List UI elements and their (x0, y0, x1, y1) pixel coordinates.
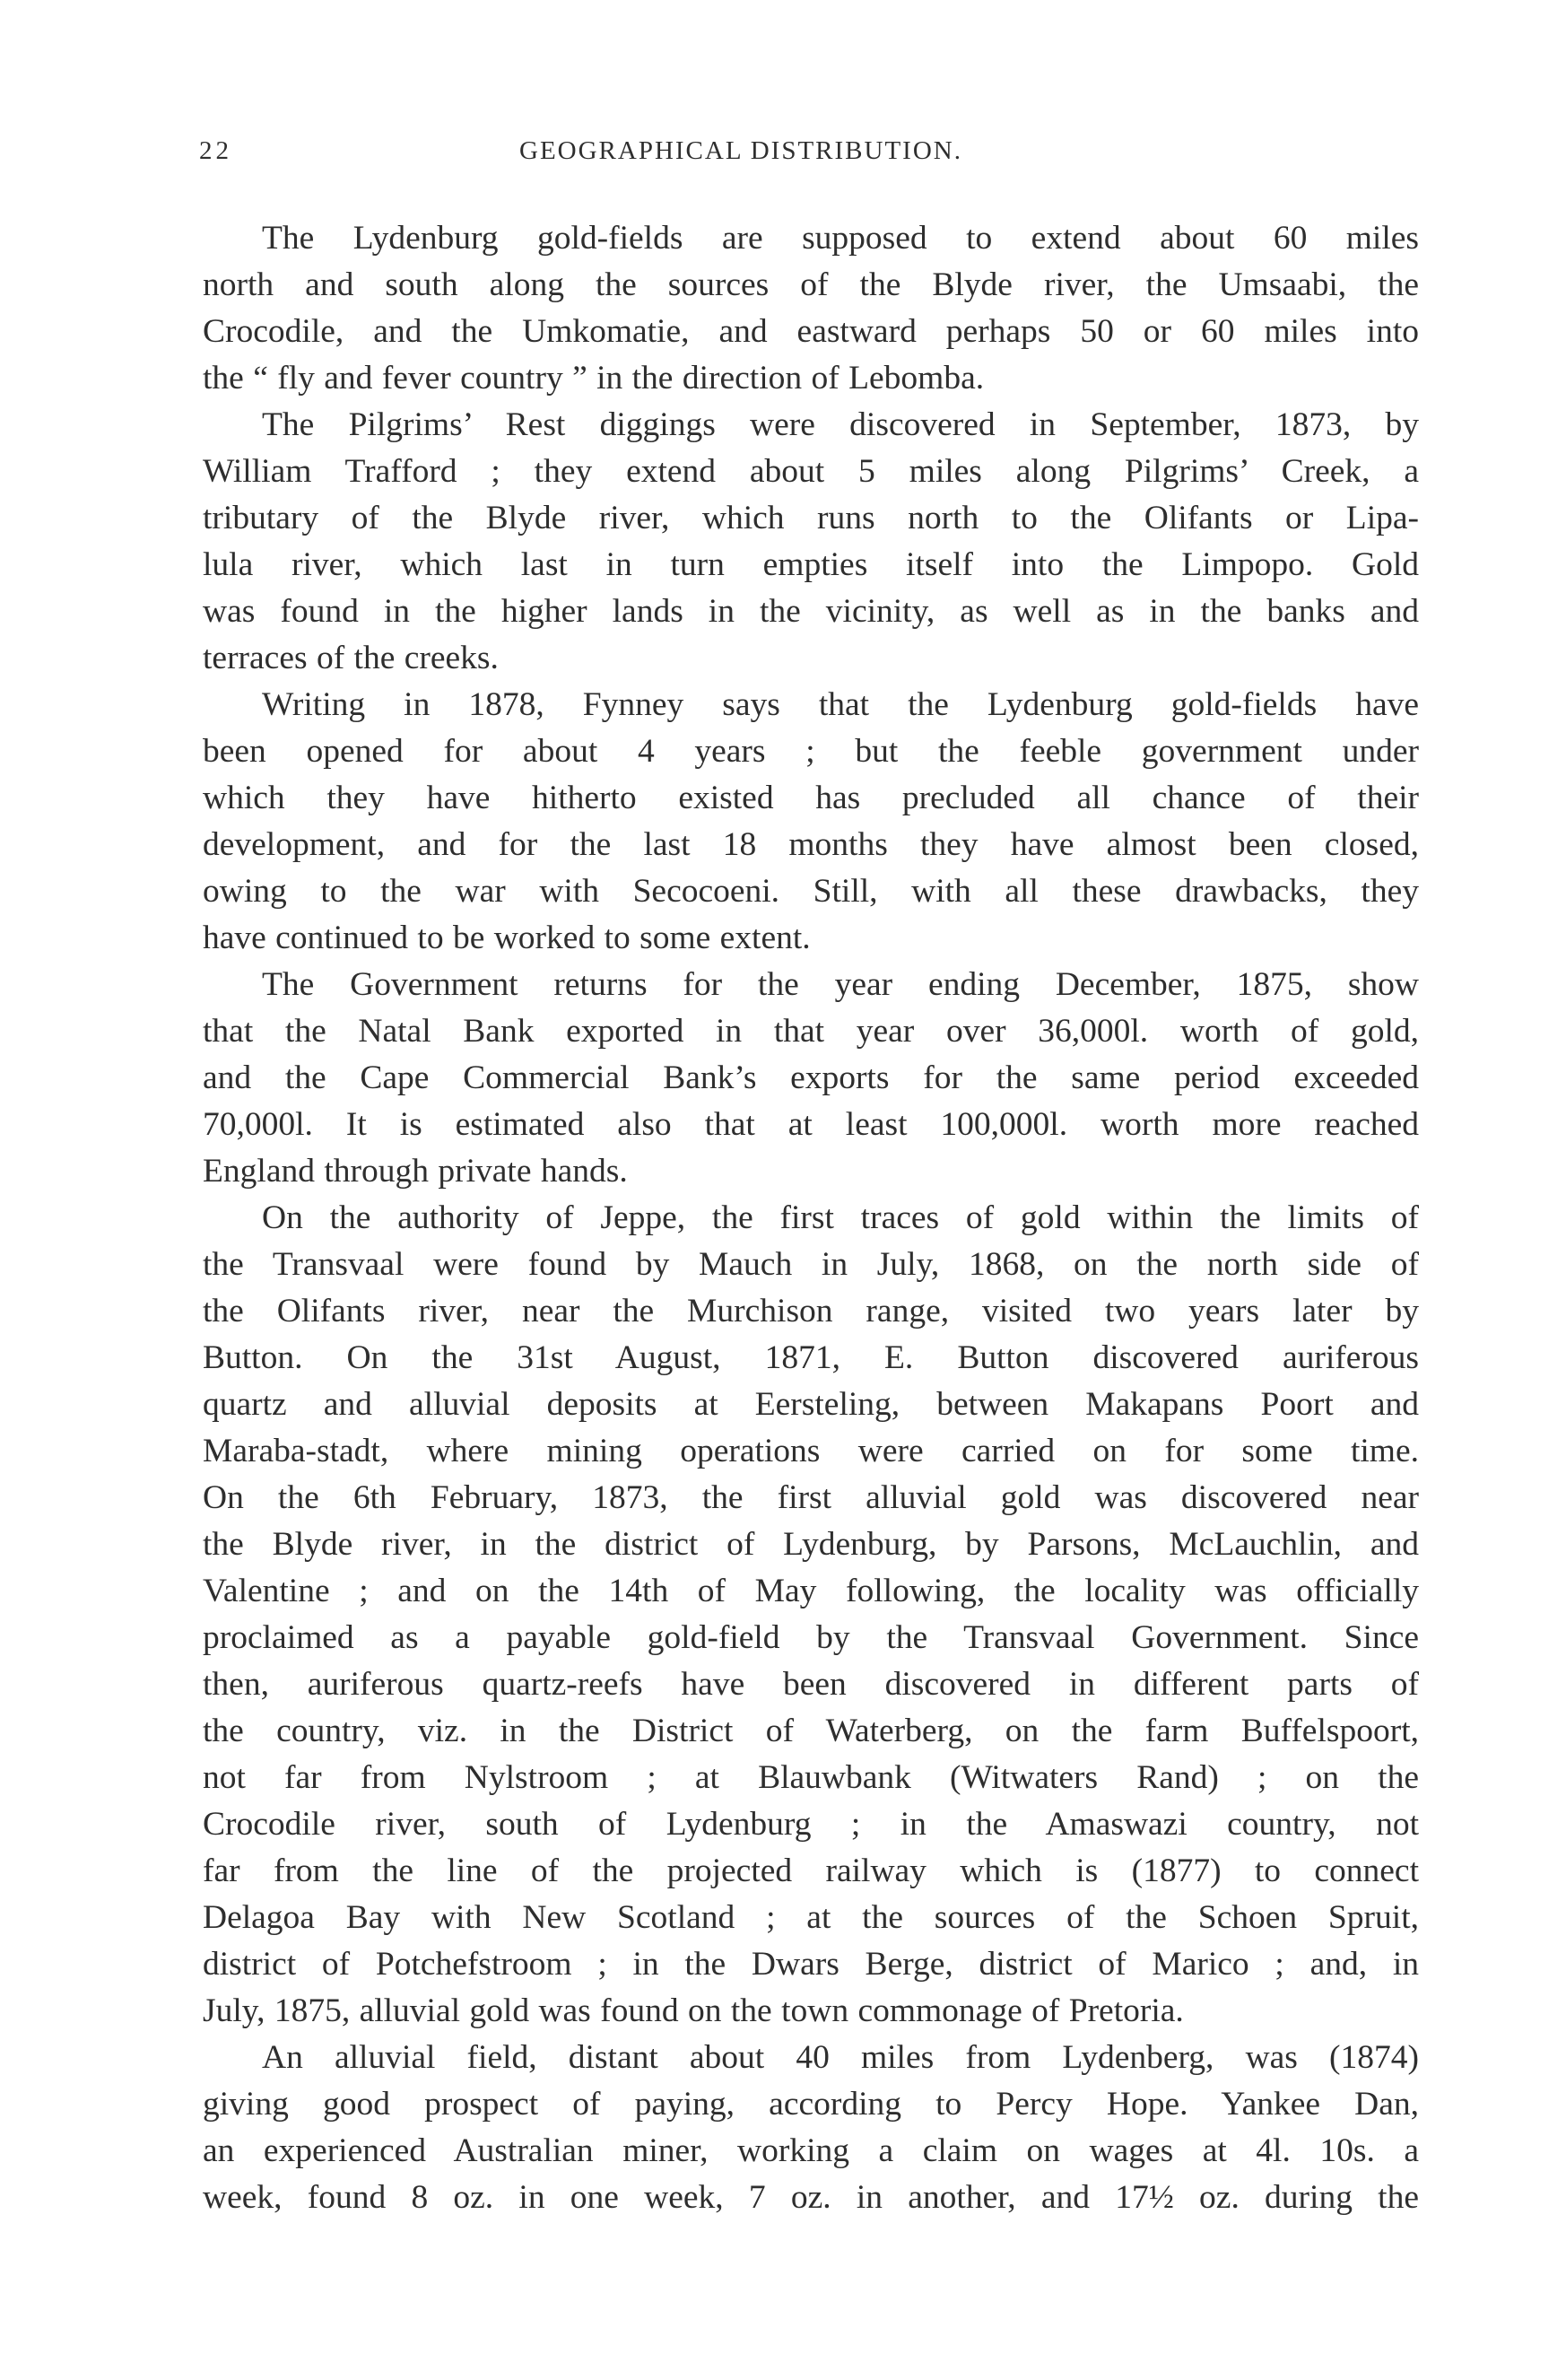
text-line: The Lydenburg gold-fields are supposed to extend about 60 miles (262, 220, 1419, 257)
running-title: GEOGRAPHICAL DISTRIBUTION. (519, 136, 962, 165)
text-line: was found in the higher lands in the vicinity, as well as in the banks and (203, 593, 1419, 630)
text-line: 70,000l. It is estimated also that at least 100,000l. worth more reached (203, 1106, 1419, 1143)
text-line: On the 6th February, 1873, the first alluvial gold was discovered near (203, 1479, 1419, 1516)
text-line: that the Natal Bank exported in that year over 36,000l. worth of gold, (203, 1013, 1419, 1050)
text-line: Valentine ; and on the 14th of May following, the locality was officially (203, 1573, 1419, 1609)
text-line: Crocodile river, south of Lydenburg ; in the Amaswazi country, not (203, 1806, 1419, 1843)
text-line: terraces of the creeks. (203, 640, 499, 676)
text-line: On the authority of Jeppe, the first traces of gold within the limits of (262, 1199, 1419, 1236)
text-line: which they have hitherto existed has precluded all chance of their (203, 780, 1419, 816)
text-line: quartz and alluvial deposits at Eersteling, between Makapans Poort and (203, 1386, 1419, 1423)
paragraph-6 (203, 2035, 1419, 2221)
text-line: proclaimed as a payable gold-field by the Transvaal Government. Since (203, 1619, 1419, 1656)
text-line: the Blyde river, in the district of Lydenburg, by Parsons, McLauchlin, and (203, 1526, 1419, 1563)
text-line: district of Potchefstroom ; in the Dwars Berge, district of Marico ; and, in (203, 1946, 1419, 1983)
text-line: week, found 8 oz. in one week, 7 oz. in another, and 17½ oz. during the (203, 2179, 1419, 2216)
text-line: the Olifants river, near the Murchison range, visited two years later by (203, 1293, 1419, 1329)
text-line: development, and for the last 18 months they have almost been closed, (203, 826, 1419, 863)
text-line: England through private hands. (203, 1153, 628, 1190)
text-line: north and south along the sources of the Blyde river, the Umsaabi, the (203, 266, 1419, 303)
text-line: lula river, which last in turn empties itself into the Limpopo. Gold (203, 546, 1419, 583)
paragraph-1 (203, 215, 1419, 402)
text-line: July, 1875, alluvial gold was found on the town commonage of Pretoria. (203, 1992, 1184, 2029)
text-line: giving good prospect of paying, according to Percy Hope. Yankee Dan, (203, 2086, 1419, 2123)
text-line: then, auriferous quartz-reefs have been discovered in different parts of (203, 1666, 1419, 1703)
text-line: Maraba-stadt, where mining operations were carried on for some time. (203, 1433, 1419, 1469)
text-line: Crocodile, and the Umkomatie, and eastward perhaps 50 or 60 miles into (203, 313, 1419, 350)
paragraph-2 (203, 402, 1419, 682)
text-line: far from the line of the projected railway which is (1877) to connect (203, 1853, 1419, 1889)
text-line: tributary of the Blyde river, which runs north to the Olifants or Lipa- (203, 500, 1419, 536)
text-line: have continued to be worked to some extent. (203, 920, 811, 956)
paragraph-5 (203, 1195, 1419, 2035)
text-line: The Government returns for the year ending December, 1875, show (262, 966, 1419, 1003)
body-text (203, 215, 1419, 2221)
text-line: the country, viz. in the District of Waterberg, on the farm Buffelspoort, (203, 1713, 1419, 1749)
paragraph-3 (203, 682, 1419, 962)
text-line: Delagoa Bay with New Scotland ; at the sources of the Schoen Spruit, (203, 1899, 1419, 1936)
paragraph-4 (203, 962, 1419, 1195)
text-line: the Transvaal were found by Mauch in July, 1868, on the north side of (203, 1246, 1419, 1283)
running-head (199, 136, 1419, 172)
text-line: not far from Nylstroom ; at Blauwbank (Witwaters Rand) ; on the (203, 1759, 1419, 1796)
text-line: been opened for about 4 years ; but the feeble government under (203, 733, 1419, 770)
text-line: William Trafford ; they extend about 5 miles along Pilgrims’ Creek, a (203, 453, 1419, 490)
text-line: and the Cape Commercial Bank’s exports for the same period exceeded (203, 1059, 1419, 1096)
text-line: An alluvial field, distant about 40 miles from Lydenberg, was (1874) (262, 2039, 1419, 2076)
text-line: The Pilgrims’ Rest diggings were discovered in September, 1873, by (262, 406, 1419, 443)
text-line: Writing in 1878, Fynney says that the Lydenburg gold-fields have (262, 686, 1419, 723)
text-line: an experienced Australian miner, working a claim on wages at 4l. 10s. a (203, 2132, 1419, 2169)
text-line: Button. On the 31st August, 1871, E. Button discovered auriferous (203, 1339, 1419, 1376)
text-line: the “ fly and fever country ” in the direction of Lebomba. (203, 360, 985, 397)
text-line: owing to the war with Secocoeni. Still, with all these drawbacks, they (203, 873, 1419, 910)
page-number: 22 (199, 136, 232, 165)
